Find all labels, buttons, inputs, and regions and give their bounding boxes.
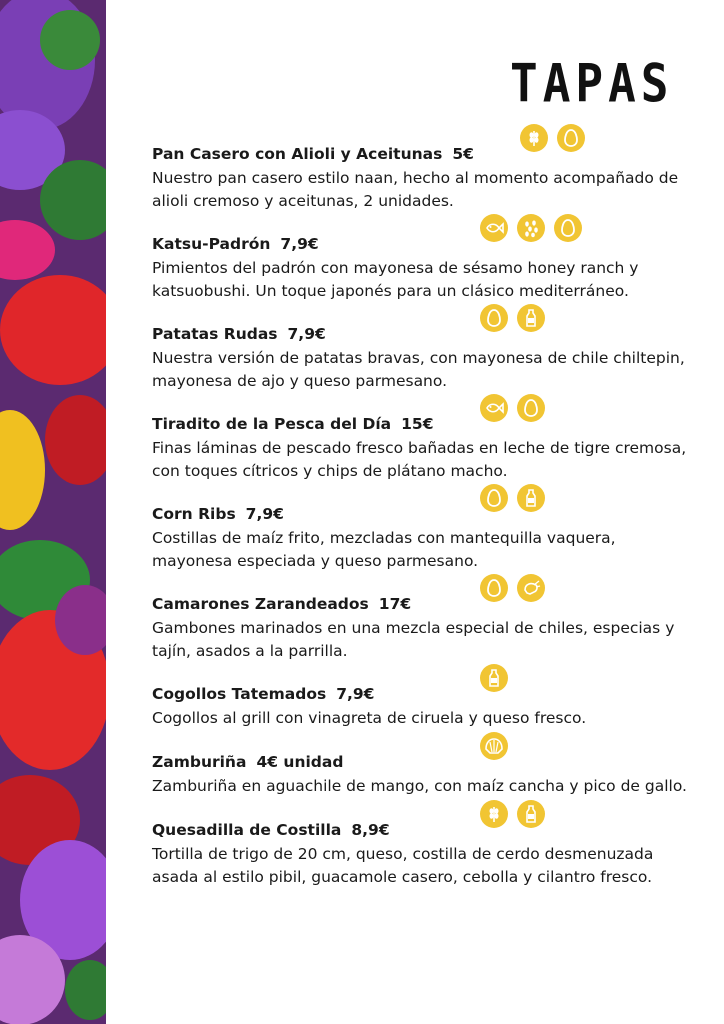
allergen-icons [480,664,508,692]
item-description: Costillas de maíz frito, mezcladas con mantequilla vaquera, mayonesa especiada y queso parmesano. [152,529,616,570]
egg-icon [557,124,585,152]
embroidery-decoration [0,0,106,1024]
menu-item [152,594,697,663]
item-price: 15€ [401,415,434,433]
sesame-icon [517,214,545,242]
item-name: Camarones Zarandeados [152,595,369,613]
page-title: TAPAS [510,52,674,115]
item-name: Zamburiña [152,753,247,771]
item-description: Nuestro pan casero estilo naan, hecho al momento acompañado de alioli cremoso y aceitunas, 2 unidades. [152,169,679,210]
item-description: Finas láminas de pescado fresco bañadas en leche de tigre cremosa, con toques cítricos y chips de plátano macho. [152,439,687,480]
item-price: 7,9€ [287,325,326,343]
item-description: Cogollos al grill con vinagreta de ciruela y queso fresco. [152,709,587,727]
fish-icon [480,214,508,242]
gluten-icon [480,800,508,828]
menu-item [152,820,697,889]
allergen-icons [480,484,545,512]
item-price: 7,9€ [336,685,375,703]
allergen-icons [480,304,545,332]
menu-item [152,684,697,730]
item-name: Katsu-Padrón [152,235,271,253]
allergen-icons [520,124,585,152]
item-price: 17€ [378,595,412,613]
item-name: Cogollos Tatemados [152,685,327,703]
item-name: Pan Casero con Alioli y Aceitunas [152,145,443,163]
menu-item [152,504,697,573]
milk-icon [517,304,545,332]
fish-icon [480,394,508,422]
allergen-icons [480,800,545,828]
egg-icon [480,484,508,512]
allergen-icons [480,394,545,422]
item-price: 7,9€ [245,505,284,523]
item-price: 5€ [452,145,474,163]
menu-item [152,144,697,213]
allergen-icons [480,214,582,242]
milk-icon [517,484,545,512]
item-name: Tiradito de la Pesca del Día [152,415,392,433]
menu-item [152,414,697,483]
egg-icon [517,394,545,422]
gluten-icon [520,124,548,152]
milk-icon [480,664,508,692]
item-name: Patatas Rudas [152,325,278,343]
item-price: 7,9€ [280,235,319,253]
menu-item [152,752,697,798]
mollusc-icon [480,732,508,760]
egg-icon [480,574,508,602]
item-price: 4€ unidad [256,753,344,771]
item-price: 8,9€ [351,821,390,839]
milk-icon [517,800,545,828]
item-description: Zamburiña en aguachile de mango, con maíz cancha y pico de gallo. [152,777,687,795]
item-description: Gambones marinados en una mezcla especial de chiles, especias y tajín, asados a la parrilla. [152,619,675,660]
item-name: Quesadilla de Costilla [152,821,342,839]
menu-item [152,324,697,393]
egg-icon [554,214,582,242]
item-description: Tortilla de trigo de 20 cm, queso, costilla de cerdo desmenuzada asada al estilo pibil, guacamole casero, cebolla y cilantro fresco. [152,845,654,886]
allergen-icons [480,732,508,760]
crustacean-icon [517,574,545,602]
item-description: Pimientos del padrón con mayonesa de sésamo honey ranch y katsuobushi. Un toque japonés para un clásico mediterráneo. [152,259,639,300]
item-name: Corn Ribs [152,505,236,523]
egg-icon [480,304,508,332]
item-description: Nuestra versión de patatas bravas, con mayonesa de chile chiltepin, mayonesa de ajo y queso parmesano. [152,349,685,390]
allergen-icons [480,574,545,602]
menu-item [152,234,697,303]
